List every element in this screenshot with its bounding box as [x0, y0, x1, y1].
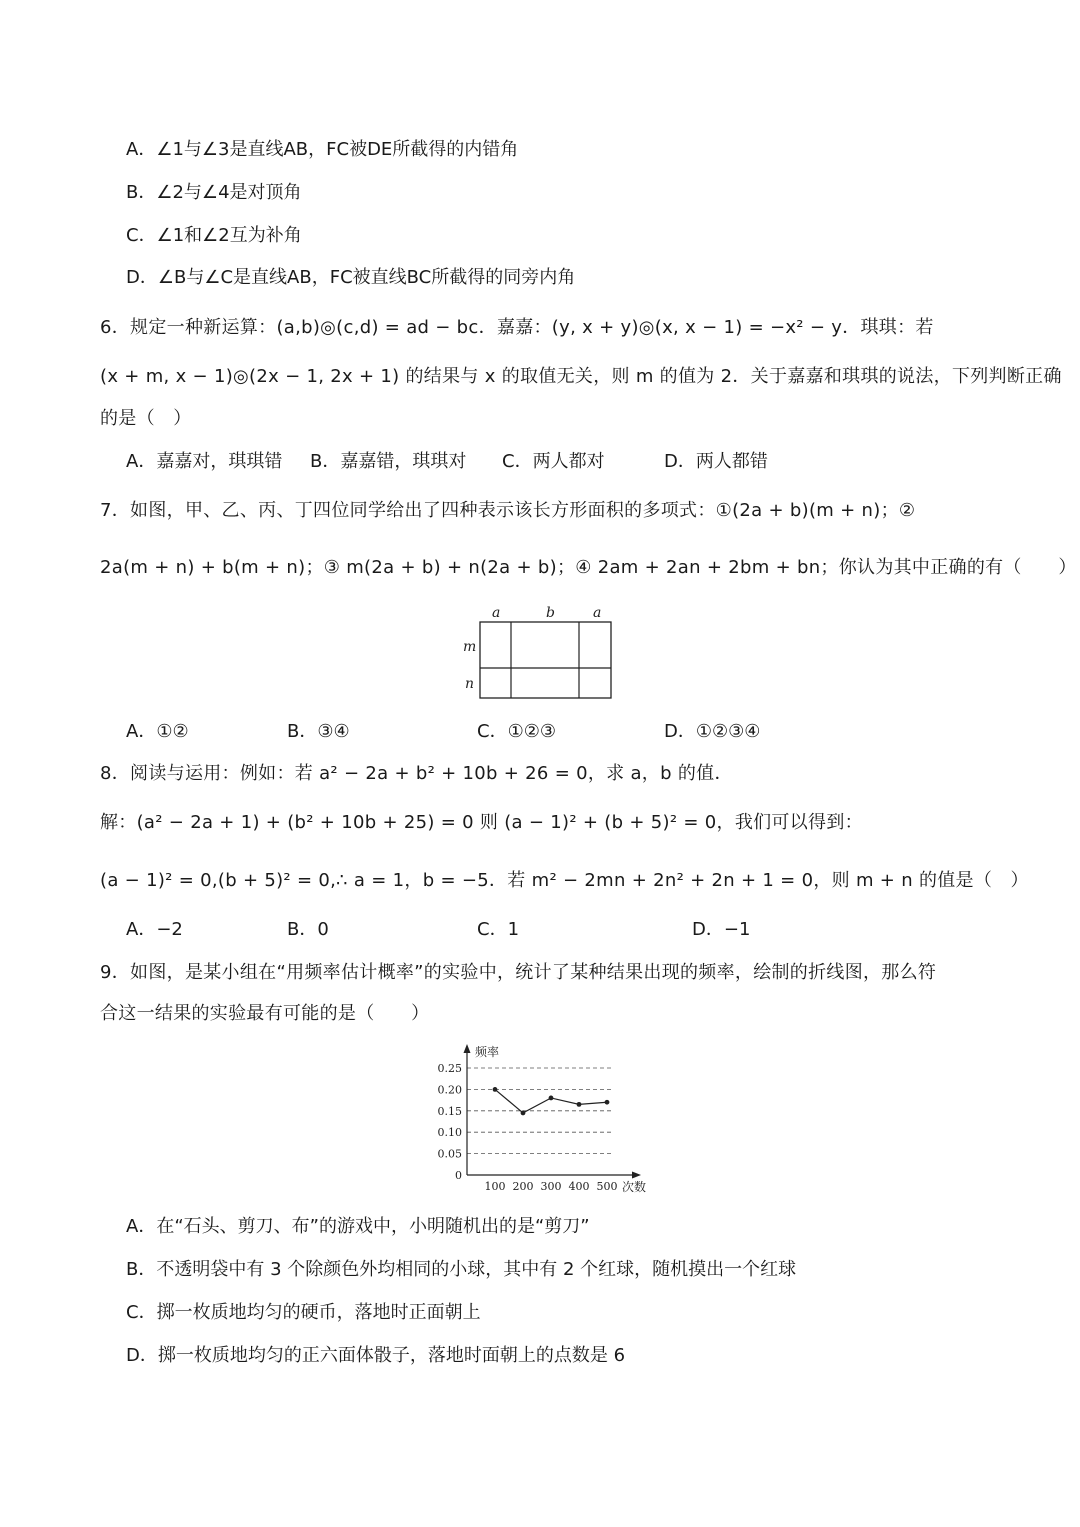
x-tick-label-500: 500 [596, 1180, 618, 1193]
series-line [495, 1089, 607, 1113]
q9-stem-line2: 合这一结果的实验最有可能的是（ ） [100, 1003, 430, 1024]
q8-option-a: A．−2 [126, 919, 183, 940]
y-tick-label-0.20: 0.20 [437, 1083, 462, 1097]
q8-option-d: D．−1 [692, 919, 751, 940]
data-point-300 [549, 1096, 554, 1101]
label-side-n: n [465, 676, 475, 692]
y-axis-arrow [464, 1044, 471, 1053]
x-axis-label: 次数 [622, 1180, 647, 1194]
q6-option-d: D．两人都错 [664, 451, 768, 472]
q9-frequency-line-chart [420, 1038, 660, 1198]
y-tick-label-0.10: 0.10 [437, 1126, 462, 1140]
data-point-200 [521, 1111, 526, 1116]
q8-option-c: C．1 [477, 919, 520, 940]
q7-option-c: C．①②③ [477, 721, 556, 742]
q5-option-a: A．∠1与∠3是直线AB，FC被DE所截得的内错角 [126, 139, 519, 160]
figure-outer-rect [480, 622, 611, 698]
q8-stem-line2: 解：(a² − 2a + 1) + (b² + 10b + 25) = 0 则 (a − 1)² + (b + 5)² = 0，我们可以得到： [100, 812, 863, 833]
q8-option-b: B．0 [287, 919, 329, 940]
y-tick-label-0.05: 0.05 [437, 1147, 462, 1161]
y-tick-label-0: 0 [455, 1169, 462, 1182]
q9-option-a: A．在“石头、剪刀、布”的游戏中，小明随机出的是“剪刀” [126, 1216, 590, 1237]
label-side-m: m [463, 639, 477, 655]
y-tick-label-0.25: 0.25 [437, 1062, 462, 1075]
label-top-b: b [546, 605, 555, 621]
x-tick-label-400: 400 [568, 1180, 590, 1193]
q9-option-c: C．掷一枚质地均匀的硬币，落地时正面朝上 [126, 1302, 481, 1323]
q5-option-d: D．∠B与∠C是直线AB，FC被直线BC所截得的同旁内角 [126, 267, 576, 288]
y-tick-label-0.15: 0.15 [437, 1104, 462, 1118]
q7-option-a: A．①② [126, 721, 189, 742]
y-axis-label: 频率 [475, 1045, 500, 1059]
q7-option-b: B．③④ [287, 721, 350, 742]
x-tick-label-200: 200 [512, 1180, 534, 1193]
q9-option-b: B．不透明袋中有 3 个除颜色外均相同的小球，其中有 2 个红球，随机摸出一个红球 [126, 1259, 797, 1280]
q5-option-b: B．∠2与∠4是对顶角 [126, 182, 302, 203]
label-top-a2: a [593, 605, 602, 621]
x-tick-label-100: 100 [484, 1180, 506, 1193]
q6-stem-line3: 的是（ ） [100, 408, 192, 429]
q6-stem-line1: 6．规定一种新运算：(a,b)◎(c,d) = ad − bc．嘉嘉：(y, x + y)◎(x, x − 1) = −x² − y．琪琪：若 [100, 317, 934, 338]
q6-option-b: B．嘉嘉错，琪琪对 [310, 451, 467, 472]
q6-stem-line2: (x + m, x − 1)◎(2x − 1, 2x + 1) 的结果与 x 的取值无关，则 m 的值为 2．关于嘉嘉和琪琪的说法，下列判断正确 [100, 366, 1062, 387]
x-axis-arrow [632, 1172, 641, 1179]
x-tick-label-300: 300 [540, 1180, 562, 1193]
q6-option-c: C．两人都对 [502, 451, 605, 472]
q7-rectangle-figure [455, 600, 625, 705]
data-point-100 [493, 1087, 498, 1092]
q8-stem-line1: 8．阅读与运用：例如：若 a² − 2a + b² + 10b + 26 = 0，求 a，b 的值． [100, 763, 733, 784]
q7-stem-line2: 2a(m + n) + b(m + n)；③ m(2a + b) + n(2a + b)；④ 2am + 2an + 2bm + bn；你认为其中正确的有（ ） [100, 557, 1077, 578]
data-point-400 [577, 1102, 582, 1107]
data-point-500 [605, 1100, 610, 1105]
q9-option-d: D．掷一枚质地均匀的正六面体骰子，落地时面朝上的点数是 6 [126, 1345, 626, 1366]
q7-stem-line1: 7．如图，甲、乙、丙、丁四位同学给出了四种表示该长方形面积的多项式：①(2a + b)(m + n)；② [100, 500, 916, 521]
q8-stem-line3: (a − 1)² = 0,(b + 5)² = 0,∴ a = 1，b = −5．若 m² − 2mn + 2n² + 2n + 1 = 0，则 m + n 的值是（ ） [100, 870, 1029, 891]
q6-option-a: A．嘉嘉对，琪琪错 [126, 451, 283, 472]
label-top-a1: a [492, 605, 501, 621]
q7-option-d: D．①②③④ [664, 721, 761, 742]
q5-option-c: C．∠1和∠2互为补角 [126, 225, 302, 246]
q9-stem-line1: 9．如图，是某小组在“用频率估计概率”的实验中，统计了某种结果出现的频率，绘制的折线图，那么符 [100, 962, 937, 983]
